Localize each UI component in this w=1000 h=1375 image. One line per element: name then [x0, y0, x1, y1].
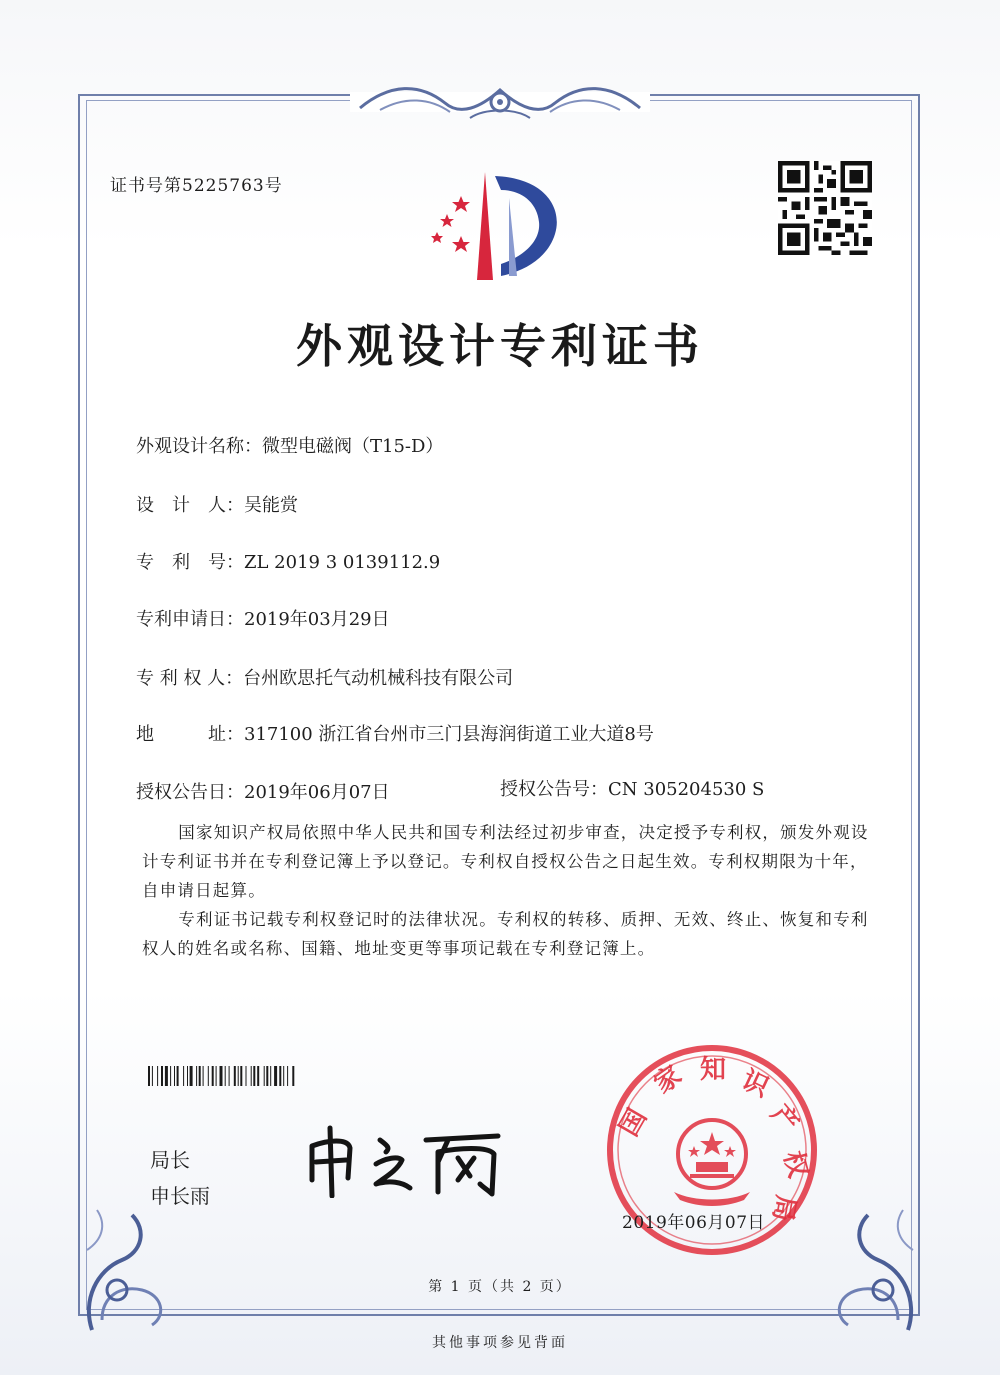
field-label: 地 址：	[136, 724, 244, 745]
signatory-name: 申长雨	[150, 1184, 210, 1208]
patent-office-logo-icon	[425, 168, 575, 288]
field-design-name	[136, 432, 443, 458]
barcode-icon	[148, 1066, 393, 1086]
handwritten-signature	[298, 1118, 518, 1198]
field-label: 授权公告日：	[136, 782, 244, 803]
corner-ornament-right-icon	[808, 1190, 928, 1340]
top-ornament-icon	[350, 78, 650, 128]
seal-date: 2019年06月07日	[622, 1213, 766, 1233]
svg-text:权: 权	[777, 1148, 813, 1181]
field-label: 外观设计名称：	[136, 436, 262, 457]
field-value: 台州欧思托气动机械科技有限公司	[243, 668, 514, 689]
field-grant-date	[136, 778, 390, 804]
field-value: 吴能赏	[244, 495, 298, 516]
field-label: 授权公告号：	[500, 779, 608, 800]
field-filing-date	[136, 605, 390, 631]
svg-text:国: 国	[614, 1103, 654, 1142]
svg-text:知: 知	[700, 1055, 727, 1085]
certificate-title: 外观设计专利证书	[296, 319, 704, 373]
signatory-title: 局长	[150, 1148, 190, 1172]
corner-ornament-left-icon	[72, 1190, 192, 1340]
body-paragraph-1: 国家知识产权局依照中华人民共和国专利法经过初步审查，决定授予专利权，颁发外观设计专利证书并在专利登记簿上予以登记。专利权自授权公告之日起生效。专利权期限为十年，自申请日起算。	[142, 823, 869, 900]
field-patent-no	[136, 548, 440, 574]
field-value: CN 305204530 S	[608, 779, 765, 800]
svg-text:家: 家	[648, 1060, 688, 1100]
field-value: ZL 2019 3 0139112.9	[244, 552, 441, 573]
field-value: 2019年06月07日	[244, 782, 390, 803]
svg-text:产: 产	[764, 1099, 805, 1139]
field-value: 微型电磁阀（T15-D）	[262, 436, 444, 457]
field-address	[136, 720, 654, 746]
page-number: 第 1 页（共 2 页）	[428, 1279, 572, 1295]
body-text	[142, 818, 872, 963]
footer-note: 其他事项参见背面	[432, 1335, 568, 1351]
field-grant-no	[500, 775, 764, 801]
svg-text:局: 局	[766, 1192, 801, 1224]
body-paragraph-2: 专利证书记载专利权登记时的法律状况。专利权的转移、质押、无效、终止、恢复和专利权人的姓名或名称、国籍、地址变更等事项记载在专利登记簿上。	[142, 910, 869, 958]
field-label: 专利申请日：	[136, 609, 244, 630]
field-value: 317100 浙江省台州市三门县海润街道工业大道8号	[244, 724, 654, 745]
field-label: 专 利 权 人：	[136, 668, 244, 689]
field-designer	[136, 491, 298, 517]
qr-code-icon	[778, 161, 872, 255]
field-patentee	[136, 664, 513, 690]
certificate-number: 证书号第5225763号	[110, 176, 283, 196]
field-value: 2019年03月29日	[244, 609, 390, 630]
field-label: 设 计 人：	[136, 495, 244, 516]
svg-text:识: 识	[737, 1065, 774, 1104]
field-label: 专 利 号：	[136, 552, 244, 573]
